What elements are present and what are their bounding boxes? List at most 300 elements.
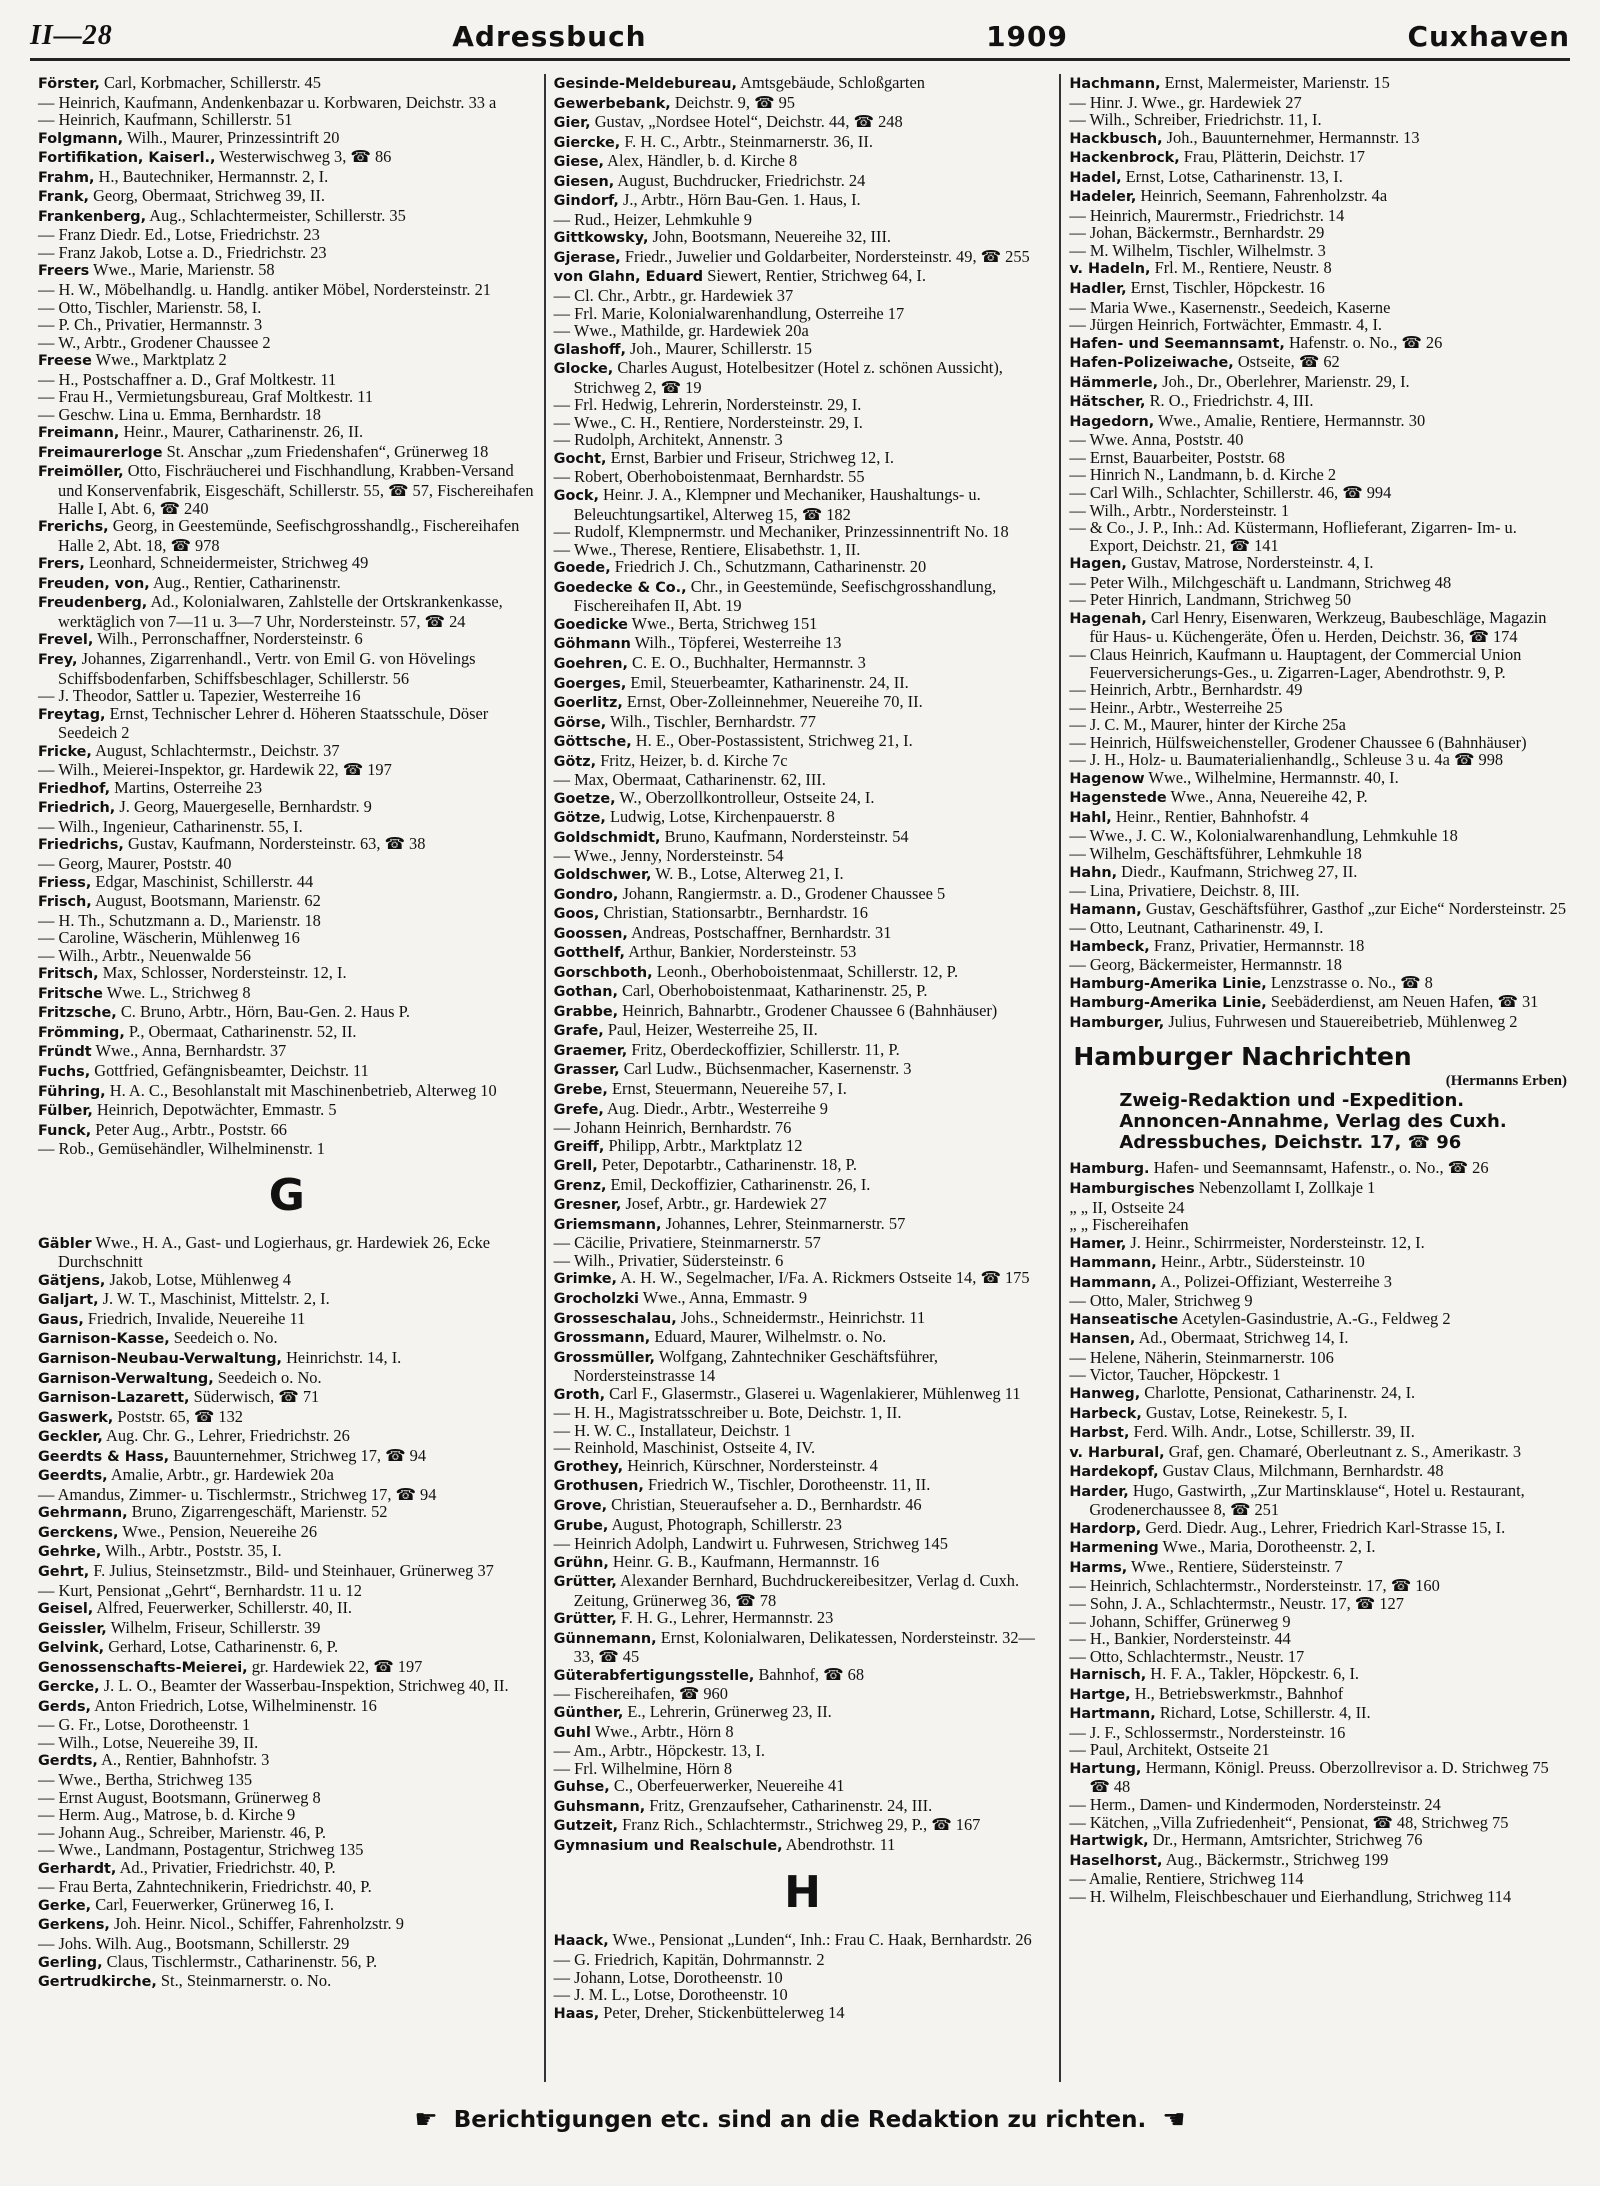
entry-details: Amtsgebäude, Schloßgarten xyxy=(736,74,925,92)
directory-entry xyxy=(38,1771,536,1789)
entry-name: Goerlitz, xyxy=(553,695,623,712)
entry-details: Gustav, Matrose, Nordersteinstr. 4, I. xyxy=(1126,553,1374,573)
directory-entry xyxy=(1069,412,1567,432)
entry-details: Wwe., Marktplatz 2 xyxy=(91,350,227,370)
directory-entry xyxy=(554,1348,1052,1385)
entry-name: Goldschmidt, xyxy=(553,829,661,846)
entry-details: Ernst, Barbier und Friseur, Strichweg 12, I. xyxy=(606,447,894,467)
entry-details: — Johan, Bäckermstr., Bernhardstr. 29 xyxy=(1069,223,1325,243)
pointing-hand-icon: ☛ xyxy=(414,2105,438,2135)
entry-details: Wwe., Pensionat „Lunden“, Inh.: Frau C. Haak, Bernhardstr. 26 xyxy=(608,1930,1032,1950)
entry-name: Gewerbebank, xyxy=(553,95,671,112)
entry-details: Friedrich W., Tischler, Dorotheenstr. 11, II. xyxy=(643,1475,931,1495)
entry-details: Aug., Rentier, Catharinenstr. xyxy=(149,572,341,592)
entry-details: Arthur, Bankier, Nordersteinstr. 53 xyxy=(625,942,857,962)
entry-details: Frau, Plätterin, Deichstr. 17 xyxy=(1179,147,1365,167)
entry-name: Hartwigk, xyxy=(1069,1833,1149,1850)
column-2 xyxy=(544,74,1060,2082)
entry-details: J. W. T., Maschinist, Mittelstr. 2, I. xyxy=(98,1289,330,1309)
entry-name: Hambeck, xyxy=(1069,938,1150,955)
directory-entry xyxy=(1069,919,1567,937)
directory-entry xyxy=(1069,827,1567,845)
entry-name: Funck, xyxy=(38,1122,92,1139)
directory-entry xyxy=(1069,168,1567,188)
directory-entry xyxy=(554,808,1052,828)
directory-entry xyxy=(554,1234,1052,1252)
entry-details: Wwe. L., Strichweg 8 xyxy=(102,982,251,1002)
ad-title: Hamburger Nachrichten xyxy=(1073,1042,1412,1072)
entry-details: Frl. M., Rentiere, Neustr. 8 xyxy=(1150,258,1332,278)
entry-details: — H. W., Möbelhandlg. u. Handlg. antiker Möbel, Nordersteinstr. 21 xyxy=(38,280,491,300)
entry-details: Friedr., Juwelier und Goldarbeiter, Nordersteinstr. 49, ☎ 255 xyxy=(620,246,1030,266)
directory-entry xyxy=(554,113,1052,133)
entry-name: Hadeler, xyxy=(1069,189,1137,206)
entry-details: Acetylen-Gasindustrie, A.-G., Feldweg 2 xyxy=(1178,1308,1451,1328)
directory-entry xyxy=(1069,1577,1567,1595)
directory-entry xyxy=(38,1789,536,1807)
directory-entry xyxy=(38,423,536,443)
directory-entry xyxy=(38,1388,536,1408)
entry-details: Aug., Schlachtermeister, Schillerstr. 35 xyxy=(146,205,406,225)
entry-name: Günnemann, xyxy=(553,1630,657,1647)
entry-details: Leonhard, Schneidermeister, Strichweg 49 xyxy=(84,553,369,573)
entry-details: — Hinrich N., Landmann, b. d. Kirche 2 xyxy=(1069,465,1337,485)
entry-details: — Heinrich, Kaufmann, Schillerstr. 51 xyxy=(38,110,293,130)
directory-entry xyxy=(38,1638,536,1658)
entry-name: Guhse, xyxy=(553,1779,610,1796)
entry-name: Hartmann, xyxy=(1069,1706,1156,1723)
entry-name: Geerdts, xyxy=(38,1468,108,1485)
entry-details: Gottfried, Gefängnisbeamter, Deichstr. 11 xyxy=(90,1060,369,1080)
directory-entry xyxy=(38,1447,536,1467)
entry-details: Ernst, Tischler, Höpckestr. 16 xyxy=(1126,278,1325,298)
entry-details: — G. Fr., Lotse, Dorotheenstr. 1 xyxy=(38,1715,251,1735)
directory-entry xyxy=(38,1082,536,1102)
entry-name: Hagen, xyxy=(1069,556,1127,573)
directory-entry xyxy=(38,1042,536,1062)
entry-name: Gindorf, xyxy=(553,193,619,210)
entry-details: — Geschw. Lina u. Emma, Bernhardstr. 18 xyxy=(38,404,321,424)
entry-details: Lenzstrasse o. No., ☎ 8 xyxy=(1266,972,1433,992)
entry-name: Grühn, xyxy=(553,1554,609,1571)
directory-entry xyxy=(38,1271,536,1291)
directory-entry xyxy=(554,1080,1052,1100)
entry-name: Friedrichs, xyxy=(38,837,124,854)
entry-details: — Victor, Taucher, Höpckestr. 1 xyxy=(1069,1365,1281,1385)
entry-details: — Rob., Gemüsehändler, Wilhelminenstr. 1 xyxy=(38,1139,325,1159)
directory-entry xyxy=(1069,1538,1567,1558)
footer-note xyxy=(300,2100,1300,2140)
entry-details: Seebäderdienst, am Neuen Hafen, ☎ 31 xyxy=(1266,992,1539,1012)
entry-name: Hafen- und Seemannsamt, xyxy=(1069,335,1285,352)
entry-details: — Wwe., C. H., Rentiere, Nordersteinstr. 29, I. xyxy=(553,412,863,432)
entry-details: — Johann Heinrich, Bernhardstr. 76 xyxy=(553,1118,792,1138)
entry-details: — Wilhelm, Geschäftsführer, Lehmkuhle 18 xyxy=(1069,843,1362,863)
entry-name: Gymnasium und Realschule, xyxy=(553,1837,783,1854)
directory-entry xyxy=(554,1572,1052,1609)
entry-name: Friess, xyxy=(38,874,92,891)
entry-details: — H., Bankier, Nordersteinstr. 44 xyxy=(1069,1629,1291,1649)
entry-details: H. A. C., Besohlanstalt mit Maschinenbetrieb, Alterweg 10 xyxy=(105,1080,497,1100)
directory-entry xyxy=(38,316,536,334)
entry-name: Goossen, xyxy=(553,925,628,942)
entry-details: — H. H., Magistratsschreiber u. Bote, Deichstr. 1, II. xyxy=(553,1403,902,1423)
entry-name: Göhmann xyxy=(553,636,631,653)
entry-details: — Fischereihafen, ☎ 960 xyxy=(553,1684,728,1704)
entry-details: W. B., Lotse, Alterweg 21, I. xyxy=(651,863,844,883)
entry-name: Hachmann, xyxy=(1069,76,1161,92)
entry-name: v. Hadeln, xyxy=(1069,261,1151,278)
directory-entry xyxy=(1069,609,1567,646)
entry-name: Gesinde-Meldebureau, xyxy=(553,76,737,92)
directory-entry xyxy=(1069,574,1567,592)
directory-entry xyxy=(38,1523,536,1543)
directory-entry xyxy=(1069,1310,1567,1330)
directory-entry xyxy=(554,2004,1052,2024)
directory-entry xyxy=(1069,187,1567,207)
directory-entry xyxy=(38,835,536,855)
directory-entry xyxy=(554,228,1052,248)
entry-details: Wwe., Anna, Emmastr. 9 xyxy=(638,1288,808,1307)
entry-details: J. Heinr., Schirrmeister, Nordersteinstr. 12, I. xyxy=(1126,1232,1425,1252)
entry-details: Siewert, Rentier, Strichweg 64, I. xyxy=(703,266,926,286)
entry-details: A., Rentier, Bahnhofstr. 3 xyxy=(97,1750,270,1770)
entry-name: Grossmann, xyxy=(553,1330,651,1347)
entry-name: Grove, xyxy=(553,1498,608,1515)
directory-entry xyxy=(554,1309,1052,1329)
entry-name: Führing, xyxy=(38,1083,106,1100)
directory-entry xyxy=(1069,502,1567,520)
entry-details: Bahnhof, ☎ 68 xyxy=(754,1664,865,1684)
entry-details: Ernst, Steuermann, Neuereihe 57, I. xyxy=(607,1078,847,1098)
entry-details: St. Anschar „zum Friedenshafen“, Grünerweg 18 xyxy=(162,441,489,461)
entry-name: Garnison-Lazarett, xyxy=(38,1390,190,1407)
entry-name: Gäbler xyxy=(38,1235,92,1252)
entry-list xyxy=(38,74,536,1158)
directory-entry xyxy=(1069,1349,1567,1367)
entry-name: Frank, xyxy=(38,189,89,206)
entry-details: — Wilh., Privatier, Südersteinstr. 6 xyxy=(553,1250,784,1270)
directory-entry xyxy=(1069,1199,1567,1217)
directory-entry xyxy=(1069,392,1567,412)
directory-entry xyxy=(554,963,1052,983)
directory-entry xyxy=(38,761,536,779)
directory-entry xyxy=(38,1003,536,1023)
directory-entry xyxy=(1069,484,1567,502)
directory-entry xyxy=(38,148,536,168)
entry-name: Gerkens, xyxy=(38,1917,110,1934)
ad-subtitle: (Hermanns Erben) xyxy=(1445,1073,1568,1090)
directory-entry xyxy=(38,244,536,262)
entry-name: Günther, xyxy=(553,1705,624,1722)
entry-name: Grenz, xyxy=(553,1177,607,1194)
directory-entry xyxy=(554,468,1052,486)
entry-details: Emil, Deckoffizier, Catharinenstr. 26, I. xyxy=(606,1174,871,1194)
directory-entry xyxy=(554,1666,1052,1686)
entry-details: Georg, Obermaat, Strichweg 39, II. xyxy=(89,186,325,206)
directory-entry xyxy=(38,281,536,299)
directory-entry xyxy=(554,943,1052,963)
entry-details: — Heinrich, Kaufmann, Andenkenbazar u. Korbwaren, Deichstr. 33 a xyxy=(38,92,497,112)
entry-details: Bruno, Kaufmann, Nordersteinstr. 54 xyxy=(660,826,909,846)
entry-name: Giercke, xyxy=(553,134,621,151)
entry-details: Wwe., Anna, Bernhardstr. 37 xyxy=(91,1041,287,1061)
entry-name: Gier, xyxy=(553,115,591,132)
entry-details: C. E. O., Buchhalter, Hermannstr. 3 xyxy=(627,652,866,672)
entry-list xyxy=(1069,1159,1567,1905)
directory-entry xyxy=(1069,1234,1567,1254)
entry-name: Hamburg-Amerika Linie, xyxy=(1069,995,1267,1012)
entry-name: Grosseschalau, xyxy=(553,1310,677,1327)
directory-entry xyxy=(554,1195,1052,1215)
advertisement xyxy=(1069,1042,1567,1153)
entry-details: Alexander Bernhard, Buchdruckereibesitzer, Verlag d. Cuxh. Zeitung, Grünerweg 36, ☎ 78 xyxy=(573,1571,1020,1610)
entry-name: Gerling, xyxy=(38,1954,103,1971)
entry-details: — Franz Diedr. Ed., Lotse, Friedrichstr. 23 xyxy=(38,225,320,245)
entry-name: Haas, xyxy=(553,2005,600,2022)
entry-name: Goldschwer, xyxy=(553,866,652,883)
entry-details: — Johs. Wilh. Aug., Bootsmann, Schillerstr. 29 xyxy=(38,1933,350,1953)
directory-entry xyxy=(554,1021,1052,1041)
entry-name: Hahn, xyxy=(1069,864,1118,881)
entry-details: W., Oberzollkontrolleur, Ostseite 24, I. xyxy=(615,787,875,807)
entry-name: Gerke, xyxy=(38,1897,92,1914)
entry-name: Grell, xyxy=(553,1158,598,1175)
entry-details: Hugo, Gastwirth, „Zur Martinsklause“, Hotel u. Restaurant, Grodenerchaussee 8, ☎ 251 xyxy=(1089,1480,1525,1520)
directory-entry xyxy=(554,1931,1052,1951)
entry-name: Hadel, xyxy=(1069,169,1122,186)
directory-entry xyxy=(1069,94,1567,112)
directory-entry xyxy=(554,865,1052,885)
entry-details: F. H. C., Arbtr., Steinmarnerstr. 36, II. xyxy=(620,131,873,151)
entry-name: Harder, xyxy=(1069,1483,1129,1500)
directory-entry xyxy=(1069,1888,1567,1906)
directory-entry xyxy=(1069,1519,1567,1539)
entry-details: — J. F., Schlossermstr., Nordersteinstr. 16 xyxy=(1069,1722,1346,1742)
entry-details: Dr., Hermann, Amtsrichter, Strichweg 76 xyxy=(1148,1830,1423,1850)
entry-details: Friedrich, Invalide, Neuereihe 11 xyxy=(83,1308,306,1328)
directory-entry xyxy=(554,267,1052,287)
entry-details: — Heinrich, Schlachtermstr., Nordersteinstr. 17, ☎ 160 xyxy=(1069,1576,1440,1596)
entry-name: Harbeck, xyxy=(1069,1405,1142,1422)
section-letter: G xyxy=(268,1169,305,1221)
entry-details: — Maria Wwe., Kasernenstr., Seedeich, Kaserne xyxy=(1069,297,1391,317)
entry-name: Grimke, xyxy=(553,1271,617,1288)
entry-details: Fritz, Heizer, b. d. Kirche 7c xyxy=(596,750,788,770)
entry-details: Peter, Depotarbtr., Catharinenstr. 18, P. xyxy=(597,1155,857,1175)
entry-details: Aug. Diedr., Arbtr., Westerreihe 9 xyxy=(603,1098,829,1118)
entry-details: C., Oberfeuerwerker, Neuereihe 41 xyxy=(609,1776,845,1796)
directory-entry xyxy=(1069,207,1567,225)
entry-details: Seedeich o. No. xyxy=(169,1328,278,1348)
entry-name: Hamer, xyxy=(1069,1235,1127,1252)
entry-name: Gehrmann, xyxy=(38,1505,128,1522)
entry-details: Bauunternehmer, Strichweg 17, ☎ 94 xyxy=(169,1445,427,1465)
entry-name: Harbst, xyxy=(1069,1425,1130,1442)
directory-entry xyxy=(38,168,536,188)
directory-entry xyxy=(554,1060,1052,1080)
entry-details: — J. H., Holz- u. Baumaterialienhandlg., Schleuse 3 u. 4a ☎ 998 xyxy=(1069,750,1504,770)
directory-entry xyxy=(1069,993,1567,1013)
entry-name: Giese, xyxy=(553,154,604,171)
entry-details: Wwe., Pension, Neuereihe 26 xyxy=(118,1521,318,1541)
entry-name: Fricke, xyxy=(38,743,92,760)
directory-entry xyxy=(1069,1870,1567,1888)
entry-name: Goede, xyxy=(553,560,611,577)
entry-name: Fründt xyxy=(38,1044,92,1061)
entry-name: Görse, xyxy=(553,714,607,731)
entry-details: Süderwisch, ☎ 71 xyxy=(189,1387,320,1407)
page-header xyxy=(30,14,1570,61)
directory-columns xyxy=(30,74,1575,2082)
entry-details: — J. M. L., Lotse, Dorotheenstr. 10 xyxy=(553,1985,788,2005)
entry-details: — Franz Jakob, Lotse a. D., Friedrichstr. 23 xyxy=(38,242,327,262)
entry-details: Andreas, Postschaffner, Bernhardstr. 31 xyxy=(627,922,892,942)
entry-name: Frisch, xyxy=(38,894,92,911)
entry-details: August, Photograph, Schillerstr. 23 xyxy=(608,1514,842,1534)
directory-entry xyxy=(38,1806,536,1824)
entry-details: — Wilh., Ingenieur, Catharinenstr. 55, I. xyxy=(38,816,303,836)
entry-details: — Carl Wilh., Schlachter, Schillerstr. 46, ☎ 994 xyxy=(1069,483,1392,503)
entry-details: — Otto, Leutnant, Catharinenstr. 49, I. xyxy=(1069,918,1324,938)
directory-entry xyxy=(38,1542,536,1562)
entry-details: — Frl. Hedwig, Lehrerin, Nordersteinstr. 29, I. xyxy=(553,395,862,415)
directory-entry xyxy=(554,1269,1052,1289)
directory-entry xyxy=(554,340,1052,360)
entry-details: Max, Schlosser, Nordersteinstr. 12, I. xyxy=(98,963,347,983)
entry-name: Friedhof, xyxy=(38,780,111,797)
column-1 xyxy=(30,74,544,2082)
entry-name: Hagedorn, xyxy=(1069,413,1155,430)
entry-details: Amalie, Arbtr., gr. Hardewiek 20a xyxy=(107,1465,334,1485)
entry-name: Genossenschafts-Meierei, xyxy=(38,1659,248,1676)
directory-entry xyxy=(554,1535,1052,1553)
directory-entry xyxy=(38,1023,536,1043)
directory-entry xyxy=(38,947,536,965)
entry-name: Greiff, xyxy=(553,1138,605,1155)
entry-name: Hätscher, xyxy=(1069,394,1146,411)
entry-list xyxy=(554,74,1052,1855)
entry-details: Wilh., Perronschaffner, Nordersteinstr. 6 xyxy=(93,629,363,649)
directory-entry xyxy=(38,1677,536,1697)
entry-details: — Peter Hinrich, Landmann, Strichweg 50 xyxy=(1069,590,1352,610)
entry-details: — W., Arbtr., Grodener Chaussee 2 xyxy=(38,332,271,352)
entry-details: — Lina, Privatiere, Deichstr. 8, III. xyxy=(1069,881,1300,901)
directory-entry xyxy=(1069,74,1567,94)
entry-name: Frevel, xyxy=(38,632,94,649)
entry-details: H. E., Ober-Postassistent, Strichweg 21, I. xyxy=(631,731,913,751)
entry-details: F. Julius, Steinsetzmstr., Bild- und Steinhauer, Grünerweg 37 xyxy=(89,1561,494,1581)
entry-details: — Wwe., Mathilde, gr. Hardewiek 20a xyxy=(553,321,809,341)
directory-entry xyxy=(38,1062,536,1082)
entry-details: — Max, Obermaat, Catharinenstr. 62, III. xyxy=(553,770,826,790)
entry-details: Heinr. J. A., Klempner und Mechaniker, Haushaltungs- u. Beleuchtungsartikel, Alterweg 15, ☎ 182 xyxy=(573,485,981,524)
entry-name: Hafen-Polizeiwache, xyxy=(1069,355,1234,372)
directory-entry xyxy=(554,211,1052,229)
directory-entry xyxy=(1069,974,1567,994)
entry-details: R. O., Friedrichstr. 4, III. xyxy=(1145,391,1314,411)
directory-entry xyxy=(1069,1179,1567,1199)
directory-entry xyxy=(38,207,536,227)
directory-entry xyxy=(1069,591,1567,609)
directory-entry xyxy=(554,1496,1052,1516)
entry-details: Friedrich J. Ch., Schutzmann, Catharinenstr. 20 xyxy=(610,557,927,577)
entry-details: — Heinrich, Hülfsweichensteller, Grodener Chaussee 6 (Bahnhäuser) xyxy=(1069,732,1527,752)
directory-entry xyxy=(38,1841,536,1859)
directory-entry xyxy=(554,1252,1052,1270)
entry-name: Geerdts & Hass, xyxy=(38,1448,170,1465)
directory-entry xyxy=(38,1329,536,1349)
directory-entry xyxy=(554,752,1052,772)
directory-entry xyxy=(554,1797,1052,1817)
entry-details: Gustav, Kaufmann, Nordersteinstr. 63, ☎ 38 xyxy=(123,834,426,854)
directory-entry xyxy=(554,1422,1052,1440)
directory-entry xyxy=(38,517,536,554)
entry-name: Goedicke xyxy=(553,616,628,633)
entry-details: Joh. Heinr. Nicol., Schiffer, Fahrenholzstr. 9 xyxy=(109,1914,404,1934)
entry-name: Hagenstede xyxy=(1069,790,1167,807)
directory-entry xyxy=(1069,554,1567,574)
entry-name: Hammann, xyxy=(1069,1274,1157,1291)
entry-details: — Rud., Heizer, Lehmkuhle 9 xyxy=(553,209,752,229)
directory-entry xyxy=(1069,1013,1567,1033)
entry-details: Wilh., Tischler, Bernhardstr. 77 xyxy=(606,711,816,731)
ad-text: Zweig-Redaktion und -Expedition. Annoncen-Annahme, Verlag des Cuxh. Adressbuches, Deichstr. 17, ☎ 96 xyxy=(1119,1090,1507,1154)
directory-entry xyxy=(1069,1595,1567,1613)
entry-details: Seedeich o. No. xyxy=(213,1367,322,1387)
entry-name: Gerckens, xyxy=(38,1524,119,1541)
entry-name: Grütter, xyxy=(553,1574,617,1591)
directory-entry xyxy=(554,74,1052,94)
entry-details: Julius, Fuhrwesen und Stauereibetrieb, Mühlenweg 2 xyxy=(1164,1011,1518,1031)
entry-details: — J. C. M., Maurer, hinter der Kirche 25a xyxy=(1069,715,1346,735)
entry-name: Gittkowsky, xyxy=(553,230,649,247)
directory-entry xyxy=(1069,334,1567,354)
directory-entry xyxy=(1069,646,1567,681)
entry-details: — Amandus, Zimmer- u. Tischlermstr., Strichweg 17, ☎ 94 xyxy=(38,1484,437,1504)
entry-details: Ernst, Kolonialwaren, Delikatessen, Nordersteinstr. 32—33, ☎ 45 xyxy=(573,1627,1035,1667)
entry-name: Gehrke, xyxy=(38,1544,102,1561)
entry-details: Heinr., Rentier, Bahnhofstr. 4 xyxy=(1111,806,1309,826)
directory-entry xyxy=(554,771,1052,789)
entry-details: Otto, Fischräucherei und Fischhandlung, Krabben-Versand und Konservenfabrik, Eisgeschäft, Schillerstr. 55, ☎ 57, Fischereihafen Halle I, Abt. 6, ☎ 240 xyxy=(58,461,534,518)
entry-details: — Am., Arbtr., Höpckestr. 13, I. xyxy=(553,1741,765,1761)
entry-details: — Heinr., Arbtr., Westerreihe 25 xyxy=(1069,697,1283,717)
entry-details: — Claus Heinrich, Kaufmann u. Hauptagent, der Commercial Union Feuerversicherungs-Ges., u. Zigarren-Lager, Abendrothstr. 9, P. xyxy=(1069,644,1522,682)
entry-name: Harmening xyxy=(1069,1540,1159,1557)
entry-name: Frahm, xyxy=(38,169,95,186)
entry-name: Grothey, xyxy=(553,1458,624,1475)
directory-entry xyxy=(38,574,536,594)
directory-entry xyxy=(38,1915,536,1935)
directory-entry xyxy=(554,1119,1052,1137)
entry-details: F. H. G., Lehrer, Hermannstr. 23 xyxy=(616,1608,834,1628)
entry-name: Güterabfertigungsstelle, xyxy=(553,1667,755,1684)
entry-details: H., Betriebswerkmstr., Bahnhof xyxy=(1130,1683,1344,1703)
entry-details: Johs., Schneidermstr., Heinrichstr. 11 xyxy=(676,1307,926,1327)
entry-details: Wwe., Arbtr., Hörn 8 xyxy=(590,1721,734,1741)
entry-details: Heinr. G. B., Kaufmann, Hermannstr. 16 xyxy=(608,1551,880,1571)
directory-entry xyxy=(554,732,1052,752)
directory-entry xyxy=(1069,956,1567,974)
directory-entry xyxy=(554,1986,1052,2004)
entry-name: Gercke, xyxy=(38,1679,100,1696)
directory-entry xyxy=(38,1751,536,1771)
directory-entry xyxy=(554,1289,1052,1309)
entry-name: Fortifikation, Kaiserl., xyxy=(38,150,216,167)
entry-details: — Ernst, Bauarbeiter, Poststr. 68 xyxy=(1069,447,1285,467)
entry-details: Ad., Privatier, Friedrichstr. 40, P. xyxy=(116,1857,336,1877)
